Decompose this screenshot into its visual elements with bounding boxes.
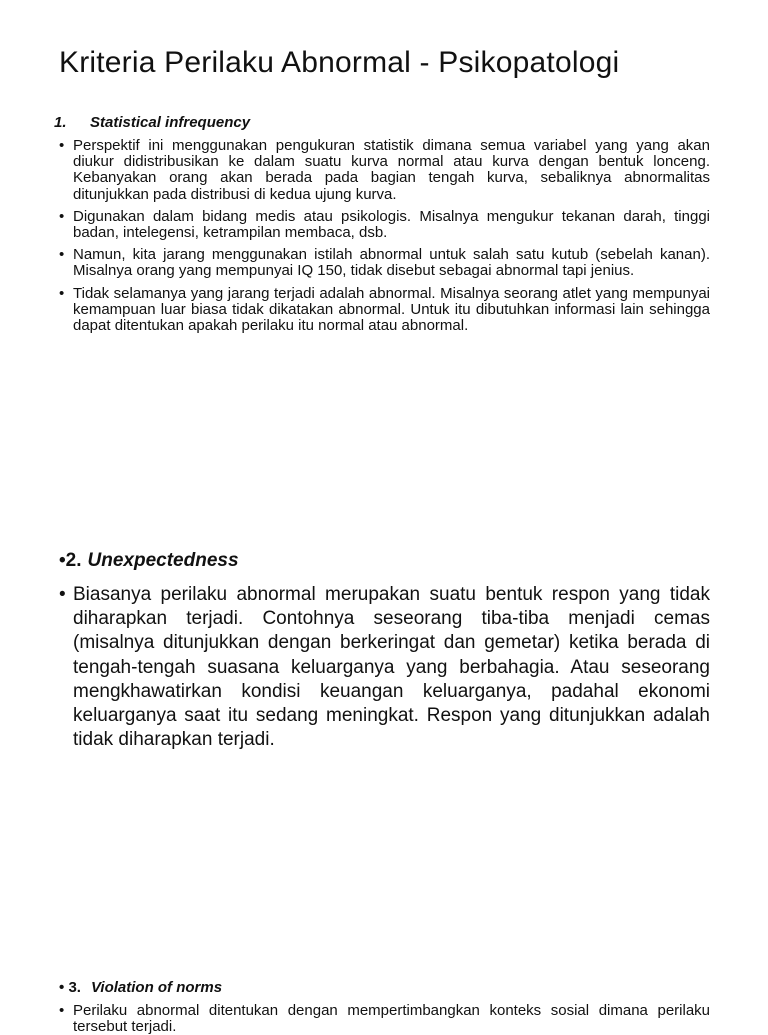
section1-heading (54, 114, 250, 131)
bullet-text: Digunakan dalam bidang medis atau psikologis. Misalnya mengukur tekanan darah, tinggi badan, intelegensi, ketrampilan membaca, dsb. (73, 207, 710, 242)
bullet-icon: • (59, 137, 65, 154)
bullet-icon: • (59, 584, 66, 605)
section2-heading-label: Unexpectedness (87, 550, 239, 571)
list-item (59, 209, 710, 241)
bullet-icon: • (59, 979, 65, 996)
section3-number: 3. (68, 979, 81, 996)
bullet-text: Perilaku abnormal ditentukan dengan mempertimbangkan konteks sosial dimana perilaku tersebut terjadi. (73, 1002, 710, 1035)
section3-heading-label: Violation of norms (90, 979, 223, 996)
bullet-icon: • (59, 550, 66, 571)
section2-heading (59, 550, 239, 572)
bullet-text: Biasanya perilaku abnormal merupakan suatu bentuk respon yang tidak diharapkan terjadi. Contohnya seseorang tiba-tiba menjadi cemas (misalnya ditunjukkan dengan berkeringat dan gemetar) ketika berada di tengah-tengah suasana keluarganya yang berbahagia. Atau seseorang mengkhawatirkan kondisi keuangan keluarganya, padahal ekonomi keluarganya saat itu sedang meningkat. Respon yang ditunjukkan adalah tidak diharapkan terjadi. (73, 584, 710, 751)
list-item (59, 1003, 710, 1035)
section3-heading (59, 979, 222, 996)
section1-number: 1. (54, 114, 67, 131)
bullet-icon: • (59, 207, 65, 225)
bullet-icon: • (59, 284, 65, 302)
bullet-text: Tidak selamanya yang jarang terjadi adalah abnormal. Misalnya seorang atlet yang mempunyai kemampuan luar biasa tidak dikatakan abnormal. Untuk itu dibutuhkan informasi lain sehingga dapat ditentukan apakah perilaku itu normal atau abnormal. (73, 284, 710, 335)
list-item (59, 138, 710, 203)
section1-heading-label: Statistical infrequency (90, 114, 251, 131)
section2-bullet-list (59, 583, 710, 752)
bullet-text: Namun, kita jarang menggunakan istilah abnormal untuk salah satu kutub (sebelah kanan). Misalnya orang yang mempunyai IQ 150, tidak disebut sebagai abnormal tapi jenius. (73, 246, 710, 280)
section1-bullet-list (59, 138, 710, 340)
section3-bullet-list (59, 1003, 710, 1035)
list-item (59, 286, 710, 335)
bullet-icon: • (59, 246, 65, 264)
section2-number: 2. (65, 550, 82, 571)
list-item (59, 583, 710, 752)
bullet-text: Perspektif ini menggunakan pengukuran statistik dimana semua variabel yang yang akan diukur didistribusikan ke dalam suatu kurva normal atau kurva dengan bentuk lonceng. Kebanyakan orang akan berada pada bagian tengah kurva, sebaliknya abnormalitas ditunjukkan pada distribusi di kedua ujung kurva. (73, 137, 710, 203)
bullet-icon: • (59, 1002, 65, 1019)
list-item (59, 247, 710, 279)
slide-title: Kriteria Perilaku Abnormal - Psikopatologi (59, 46, 620, 79)
